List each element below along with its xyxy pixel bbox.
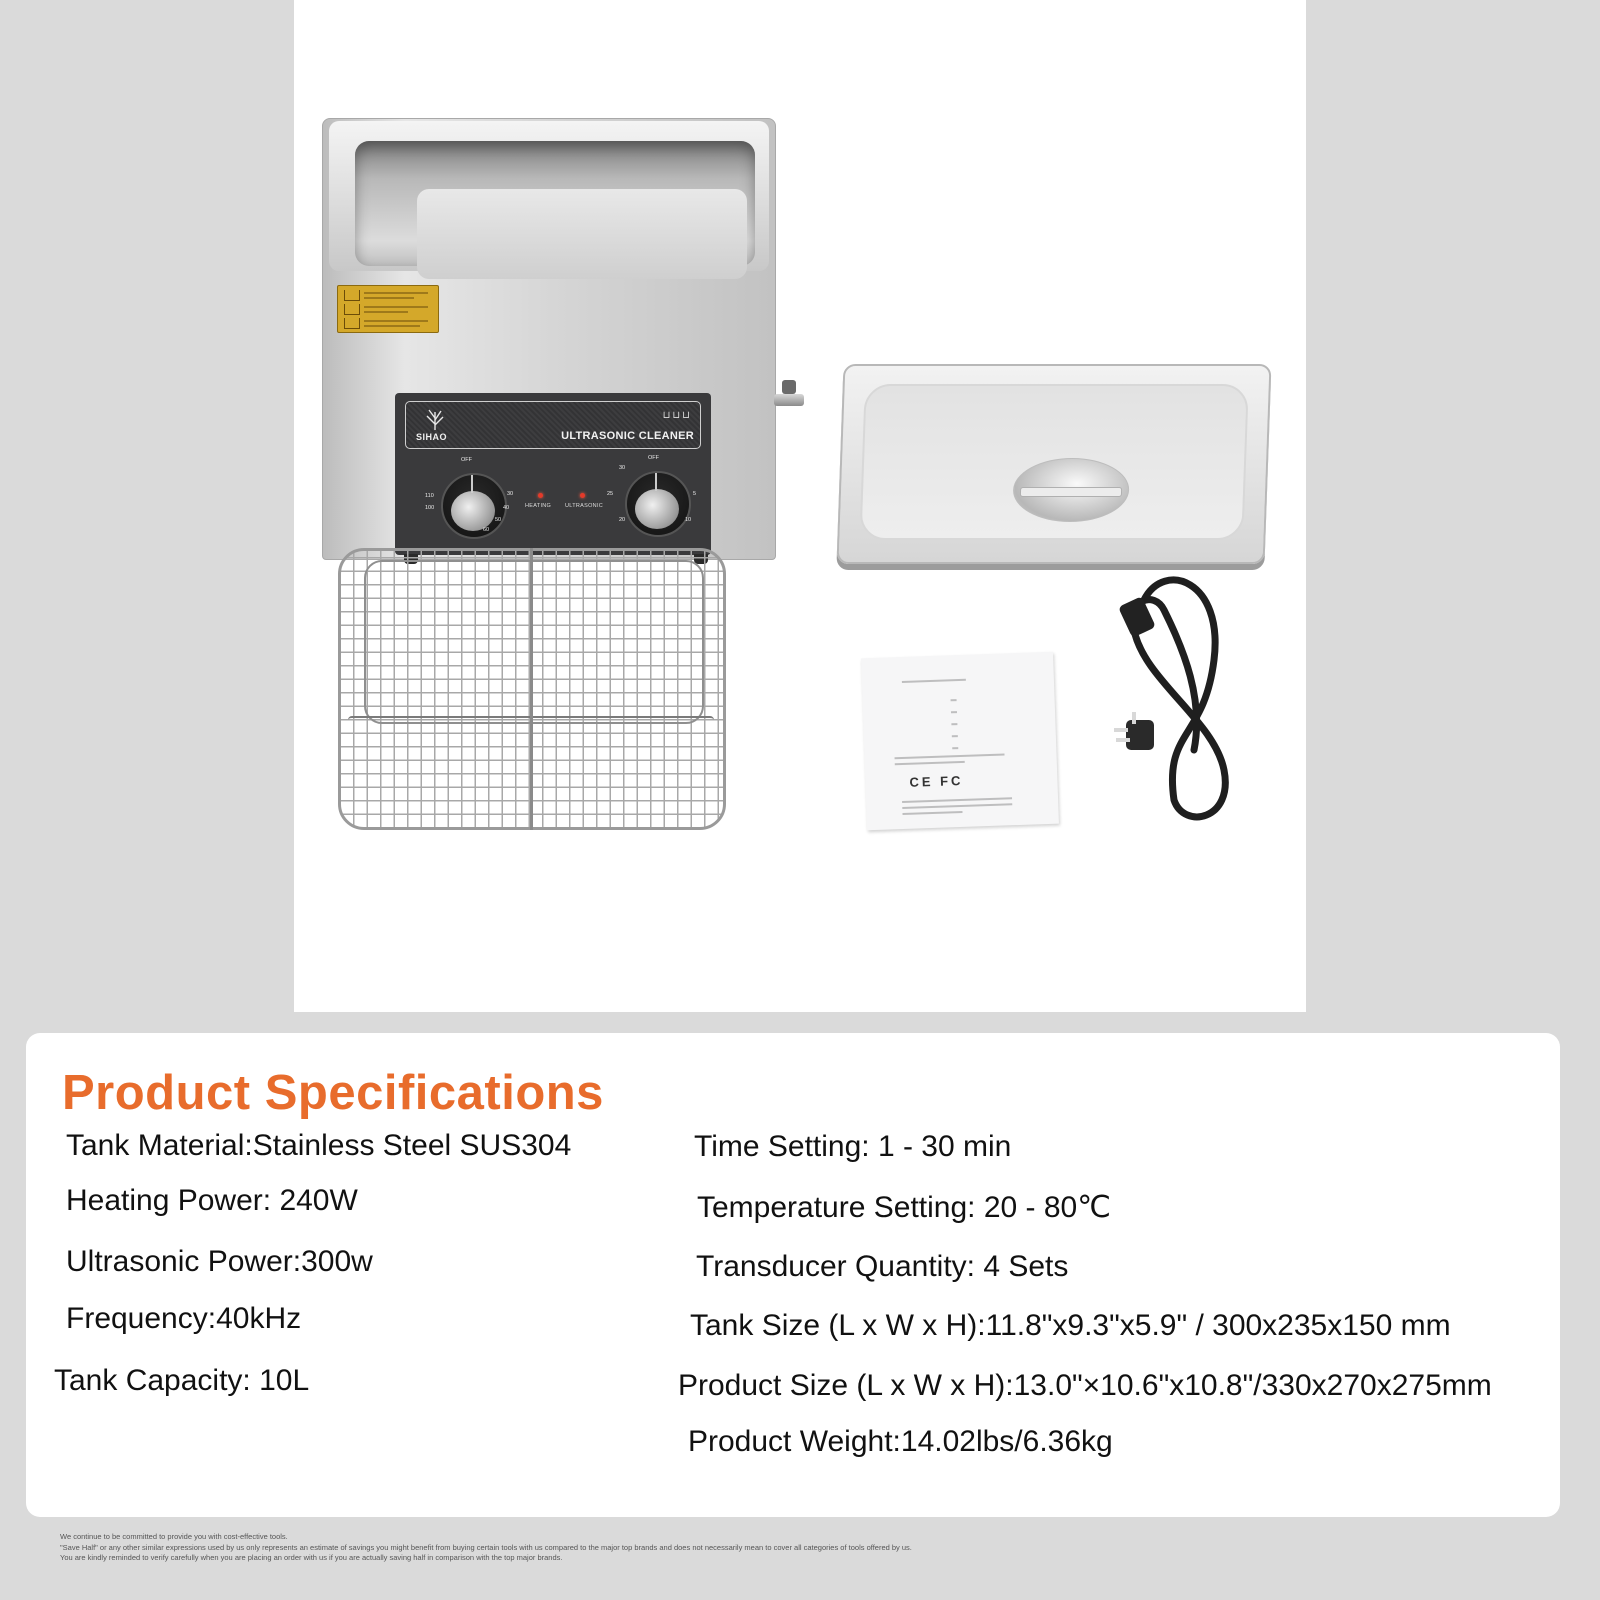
disclaimer-line: We continue to be committed to provide you with cost-effective tools. bbox=[60, 1532, 288, 1541]
spec-time-setting: Time Setting: 1 - 30 min bbox=[694, 1130, 1012, 1163]
timer-knob[interactable] bbox=[625, 471, 697, 543]
certification-marks: CE FC bbox=[909, 772, 964, 790]
tank-well bbox=[355, 141, 755, 266]
power-cord-icon bbox=[1104, 570, 1254, 830]
specifications-card bbox=[26, 1033, 1560, 1517]
warning-icon bbox=[344, 290, 360, 301]
spec-product-size: Product Size (L x W x H):13.0"×10.6"x10.8"/330x270x275mm bbox=[678, 1369, 1492, 1402]
warning-icon bbox=[344, 304, 360, 315]
disclaimer-line: You are kindly reminded to verify carefully when you are placing an order with us if you are actually saving half in comparison with the top major brands. bbox=[60, 1553, 563, 1562]
ultrasonic-indicator-led bbox=[580, 493, 585, 498]
spec-transducer-quantity: Transducer Quantity: 4 Sets bbox=[696, 1250, 1069, 1283]
product-photo bbox=[294, 0, 1306, 1012]
heating-off-label: OFF bbox=[461, 457, 472, 463]
heating-indicator-label: HEATING bbox=[525, 503, 552, 509]
spec-heating-power: Heating Power: 240W bbox=[66, 1184, 358, 1217]
tank-floor bbox=[417, 189, 747, 279]
lid-handle bbox=[1012, 458, 1130, 522]
spec-tank-capacity: Tank Capacity: 10L bbox=[54, 1364, 310, 1397]
wash-symbols-icon: ⊔⊔⊔ bbox=[662, 410, 692, 421]
panel-header bbox=[405, 401, 701, 449]
spec-ultrasonic-power: Ultrasonic Power:300w bbox=[66, 1245, 373, 1278]
warning-label bbox=[337, 285, 439, 333]
spec-frequency: Frequency:40kHz bbox=[66, 1302, 302, 1335]
heating-indicator-led bbox=[538, 493, 543, 498]
spec-product-weight: Product Weight:14.02lbs/6.36kg bbox=[688, 1425, 1113, 1458]
wheat-logo-icon bbox=[424, 406, 446, 430]
tank-rim bbox=[329, 121, 769, 271]
disclaimer bbox=[60, 1532, 912, 1564]
warning-icon bbox=[344, 318, 360, 329]
tank-body bbox=[322, 118, 776, 560]
disclaimer-line: "Save Half" or any other similar expressions used by us only represents an estimate of savings you might benefit from buying certain tools with us compared to the major top brands and does not necessarily mean to cover all categories of tools offered by us. bbox=[60, 1542, 912, 1552]
control-panel: SIHAO ⊔⊔⊔ ULTRASONIC CLEANER OFF 110 100 30 40 50 60 HEATING ULTRASONIC OFF 30 25 20 5 10 bbox=[395, 393, 711, 555]
mesh-basket bbox=[338, 548, 726, 830]
ultrasonic-indicator-label: ULTRASONIC bbox=[565, 503, 604, 509]
spec-tank-size: Tank Size (L x W x H):11.8"x9.3"x5.9" / 300x235x150 mm bbox=[690, 1309, 1451, 1342]
spec-temperature-setting: Temperature Setting: 20 - 80℃ bbox=[697, 1191, 1111, 1224]
panel-title: ULTRASONIC CLEANER bbox=[561, 430, 694, 442]
brand-name: SIHAO bbox=[416, 432, 448, 442]
stainless-lid bbox=[837, 364, 1272, 564]
specifications-title: Product Specifications bbox=[62, 1066, 604, 1120]
spec-tank-material: Tank Material:Stainless Steel SUS304 bbox=[66, 1129, 572, 1162]
ultrasonic-cleaner-unit bbox=[322, 118, 774, 566]
drain-valve bbox=[774, 380, 804, 418]
timer-off-label: OFF bbox=[648, 455, 659, 461]
user-manual bbox=[861, 652, 1059, 831]
